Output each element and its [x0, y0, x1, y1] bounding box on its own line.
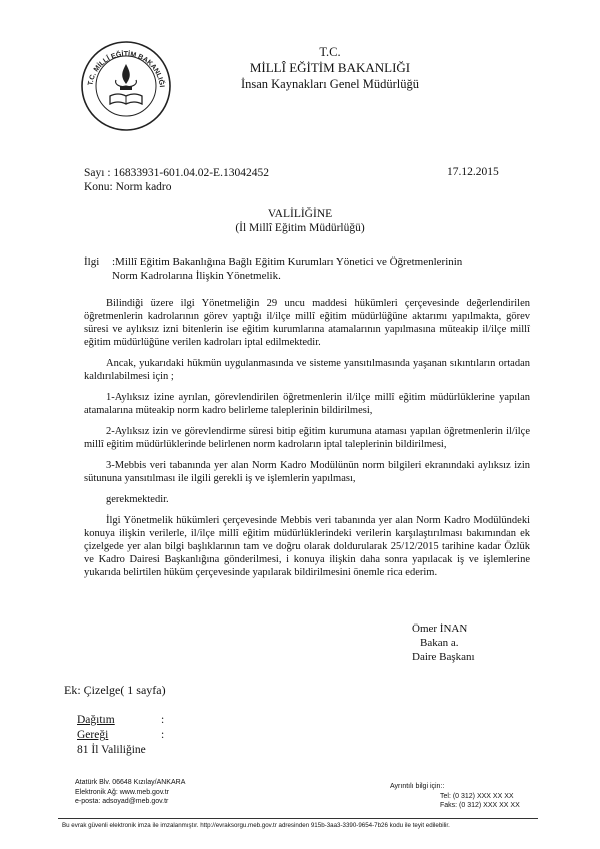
- recipient-title: VALİLİĞİNE: [267, 208, 333, 220]
- ilgi-line2: Norm Kadrolarına İlişkin Yönetmelik.: [112, 270, 281, 282]
- contact-phone: Tel: (0 312) XXX XX XX: [440, 792, 514, 800]
- signatory-title-1: Bakan a.: [420, 637, 459, 649]
- footer-divider: [58, 818, 538, 819]
- address-line: Atatürk Blv. 06648 Kızılay/ANKARA: [75, 779, 186, 786]
- attachment-note: Ek: Çizelge( 1 sayfa): [64, 683, 166, 697]
- body-item-1: 1-Aylıksız izine ayrılan, görevlendirilen öğretmenlerin il/ilçe millî eğitim müdürlüklerine yapılan atamalarına müteakip norm kadro belirleme taleplerinin bildirilmesi,: [84, 392, 530, 416]
- distribution-colon: :: [161, 714, 165, 726]
- contact-fax: Faks: (0 312) XXX XX XX: [440, 802, 520, 809]
- contact-block: [390, 782, 520, 811]
- signature-block: [412, 622, 475, 664]
- document-date: 17.12.2015: [447, 166, 499, 178]
- letterhead-department: İnsan Kaynakları Genel Müdürlüğü: [240, 77, 420, 91]
- email-line: e-posta: adsoyad@meb.gov.tr: [75, 798, 169, 805]
- body-paragraph-final: İlgi Yönetmelik hükümleri çerçevesinde Mebbis veri tabanında yer alan Norm Kadro Modülündeki konuya ilişkin verilerle, il/ilçe millî eğitim müdürlüklerindeki verilerin karşılaştırılması bakımından ek çizelgede yer alan bilgi başlıklarının tam ve doğru olarak doldurularak 25/12/2015 tarihine kadar Özlük ve Kadro Dairesi Başkanlığına gönderilmesi, i konuya ilişkin daha sonra yapılacak iş ve işlemlerine yukarıda belirtilen hüküm çerçevesinde yapılarak bildirilmesini önemle rica ederim.: [84, 515, 530, 578]
- recipient-subtitle: (İl Millî Eğitim Müdürlüğü): [235, 222, 365, 234]
- distribution-block: [77, 713, 164, 758]
- letterhead: [200, 44, 460, 92]
- body-paragraph-required: gerekmektedir.: [106, 494, 169, 505]
- letterhead-ministry: MİLLÎ EĞİTİM BAKANLIĞI: [249, 60, 411, 75]
- body-item-2: 2-Aylıksız izin ve görevlendirme süresi bitip eğitim kurumuna ataması yapılan öğretmenlerin il/ilçe millî eğitim müdürlüklerinde belirlenen norm kadroların iptal taleplerinin bildirilmesi,: [84, 426, 530, 450]
- e-signature-footer: Bu evrak güvenli elektronik imza ile imzalanmıştır. http://evraksorgu.meb.gov.tr adresinden 915b-3aa3-3390-9654-7b26 kodu ile teyit edilebilir.: [62, 822, 450, 829]
- body-paragraph-1: Bilindiği üzere ilgi Yönetmeliğin 29 uncu maddesi hükümleri çerçevesinde değerlendirilen öğretmenlerin kadrolarının görev yaptığı il/ilçe millî eğitim müdürlüğüne aktarımı yapılmakta, görev süresi ve aylıksız izni bitenlerin ise eğitim kurumlarına atamalarının yapılmasına müteakip il/ilçe millî eğitim müdürlüğüne verilen kadroları iptal edilmektedir.: [84, 298, 530, 348]
- body-item-3: 3-Mebbis veri tabanında yer alan Norm Kadro Modülünün norm bilgileri ekranındaki aylıksız izin sütununa yansıtılması ile ilgili gerekli iş ve işlemlerin yapılması,: [84, 460, 530, 484]
- ministry-seal-logo: [80, 40, 172, 132]
- reference-block: [84, 166, 269, 194]
- body-paragraph-2: Ancak, yukarıdaki hükmün uygulanmasında ve sisteme yansıtılmasında yaşanan sıkıntıların ortadan kaldırılabilmesi için ;: [84, 358, 530, 382]
- signatory-title-2: Daire Başkanı: [412, 651, 475, 663]
- address-block: [75, 778, 185, 807]
- letterhead-country: T.C.: [319, 45, 341, 59]
- ilgi-line1: :Millî Eğitim Bakanlığına Bağlı Eğitim Kurumları Yönetici ve Öğretmenlerinin: [112, 256, 463, 268]
- ilgi-label: İlgi: [84, 256, 100, 268]
- subject-line: Konu: Norm kadro: [84, 181, 172, 193]
- reference-regulation: [84, 255, 529, 283]
- svg-text:T.C. MİLLÎ EĞİTİM BAKANLIĞI: T.C. MİLLÎ EĞİTİM BAKANLIĞI: [87, 50, 165, 88]
- letter-body: [84, 297, 530, 587]
- distribution-recipient: 81 İl Valiliğine: [77, 744, 146, 756]
- signatory-name: Ömer İNAN: [412, 623, 468, 635]
- reference-number: Sayı : 16833931-601.04.02-E.13042452: [84, 167, 269, 179]
- distribution-label: Dağıtım: [77, 714, 115, 726]
- recipient-block: [0, 207, 600, 235]
- website-line: Elektronik Ağ: www.meb.gov.tr: [75, 788, 170, 796]
- contact-heading: Ayrıntılı bilgi için::: [390, 783, 445, 790]
- action-label: Gereği: [77, 729, 109, 741]
- action-colon: :: [161, 729, 165, 741]
